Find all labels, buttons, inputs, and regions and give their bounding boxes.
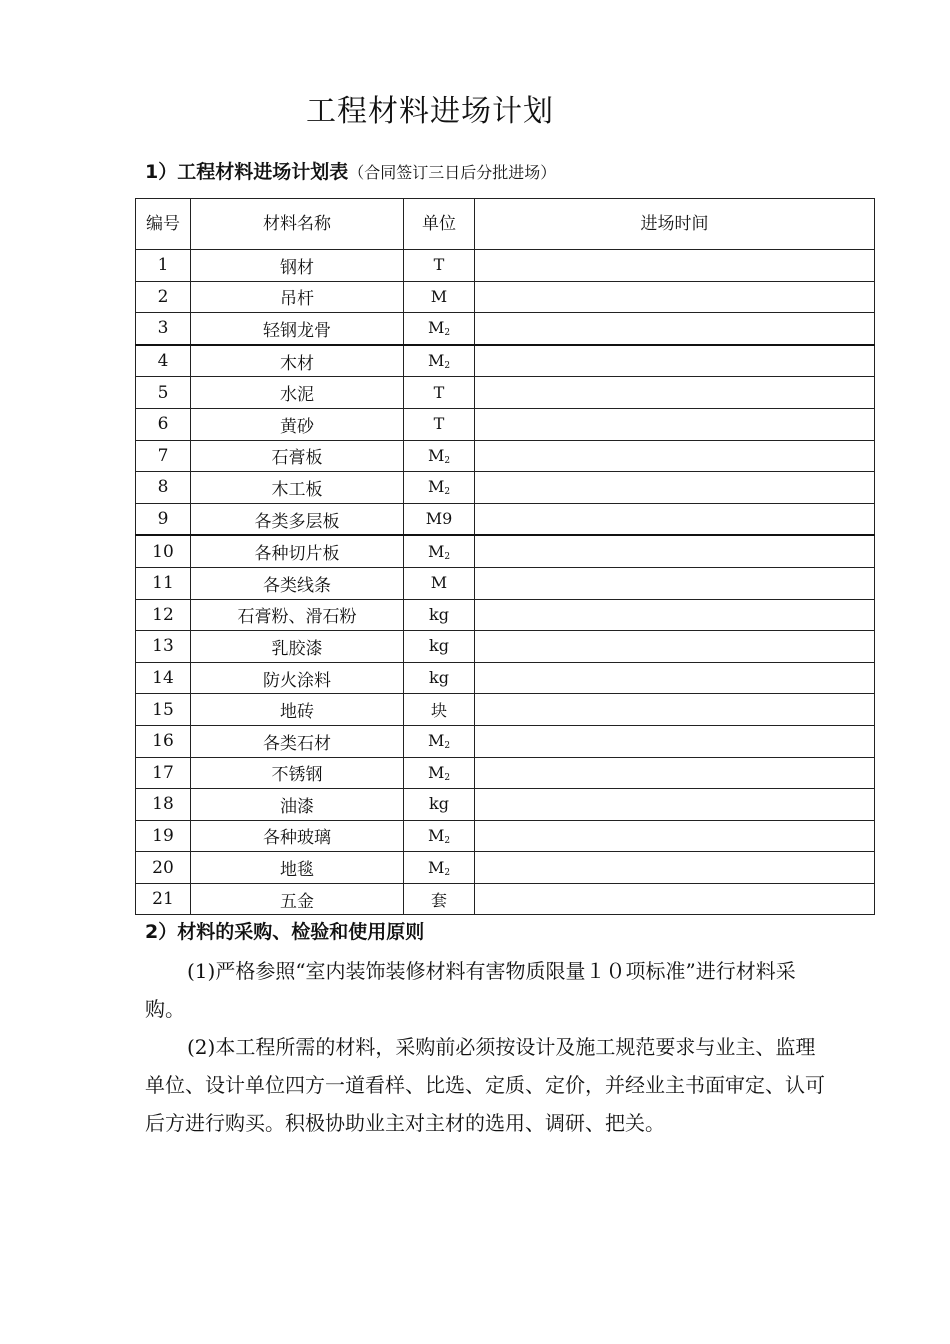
cell-material-name: 各类多层板 [191,503,404,535]
cell-no: 8 [136,472,191,504]
cell-no: 6 [136,408,191,440]
unit-text: kg [429,604,449,624]
cell-material-name: 木材 [191,345,404,377]
unit-text: 块 [430,701,447,721]
section-heading-text: 1）工程材料进场计划表 [145,161,349,183]
unit-text: M [427,541,445,561]
unit-text: kg [429,636,449,656]
cell-arrival-time[interactable] [475,725,875,757]
column-header-no: 编号 [136,199,191,250]
cell-no: 15 [136,694,191,726]
table-row [136,250,875,282]
unit-text: M [427,762,445,782]
cell-no: 20 [136,852,191,884]
cell-arrival-time[interactable] [475,820,875,852]
cell-unit [404,631,475,663]
unit-text: M [430,573,448,593]
unit-superscript: 2 [444,835,451,846]
cell-unit [404,377,475,409]
cell-arrival-time[interactable] [475,852,875,884]
cell-no: 13 [136,631,191,663]
column-header-unit: 单位 [404,199,475,250]
cell-no: 9 [136,503,191,535]
cell-material-name: 地毯 [191,852,404,884]
cell-arrival-time[interactable] [475,440,875,472]
cell-no: 4 [136,345,191,377]
table-row [136,852,875,884]
materials-schedule-table [135,198,875,915]
cell-no: 21 [136,883,191,915]
cell-arrival-time[interactable] [475,408,875,440]
cell-arrival-time[interactable] [475,883,875,915]
column-header-name: 材料名称 [191,199,404,250]
table-row [136,820,875,852]
cell-unit [404,472,475,504]
unit-text: M [427,825,445,845]
cell-unit [404,820,475,852]
paragraph-2: (2)本工程所需的材料，采购前必须按设计及施工规范要求与业主、监理单位、设计单位四方一道看样、比选、定质、定价，并经业主书面审定、认可后方进行购买。积极协助业主对主材的选用、调研、把关。 [145,1035,825,1135]
cell-unit [404,567,475,599]
unit-superscript: 2 [444,867,451,878]
unit-text: kg [429,668,449,688]
cell-material-name: 轻钢龙骨 [191,313,404,345]
unit-superscript: 2 [444,455,451,466]
cell-no: 5 [136,377,191,409]
unit-text: T [433,414,445,434]
cell-unit [404,313,475,345]
unit-text: M [427,857,445,877]
page-title: 工程材料进场计划 [306,94,554,129]
cell-arrival-time[interactable] [475,535,875,567]
unit-text: M9 [425,509,453,529]
cell-material-name: 黄砂 [191,408,404,440]
column-header-time: 进场时间 [475,199,875,250]
cell-arrival-time[interactable] [475,313,875,345]
cell-arrival-time[interactable] [475,472,875,504]
unit-superscript: 2 [444,551,451,562]
cell-material-name: 各类线条 [191,567,404,599]
cell-arrival-time[interactable] [475,345,875,377]
unit-text: T [433,382,445,402]
cell-material-name: 石膏粉、滑石粉 [191,599,404,631]
table-row [136,377,875,409]
unit-text: T [433,255,445,275]
cell-no: 17 [136,757,191,789]
cell-no: 14 [136,662,191,694]
cell-material-name: 木工板 [191,472,404,504]
cell-arrival-time[interactable] [475,757,875,789]
cell-no: 7 [136,440,191,472]
unit-text: M [430,286,448,306]
cell-no: 3 [136,313,191,345]
cell-material-name: 石膏板 [191,440,404,472]
cell-material-name: 乳胶漆 [191,631,404,663]
cell-arrival-time[interactable] [475,567,875,599]
cell-arrival-time[interactable] [475,377,875,409]
unit-superscript: 2 [444,741,451,752]
table-row [136,662,875,694]
cell-arrival-time[interactable] [475,250,875,282]
table-row [136,503,875,535]
table-row [136,789,875,821]
unit-superscript: 2 [444,772,451,783]
cell-unit [404,789,475,821]
cell-material-name: 各种玻璃 [191,820,404,852]
table-row [136,440,875,472]
table-row [136,631,875,663]
cell-unit [404,662,475,694]
table-row [136,757,875,789]
table-row [136,408,875,440]
unit-superscript: 2 [444,361,451,372]
section-heading-note: （合同签订三日后分批进场） [348,163,557,182]
cell-material-name: 地砖 [191,694,404,726]
cell-arrival-time[interactable] [475,503,875,535]
cell-unit [404,503,475,535]
table-row [136,883,875,915]
unit-text: M [427,351,445,371]
cell-material-name: 防火涂料 [191,662,404,694]
cell-unit [404,852,475,884]
cell-material-name: 吊杆 [191,281,404,313]
cell-arrival-time[interactable] [475,599,875,631]
table-row [136,472,875,504]
cell-unit [404,883,475,915]
table-row [136,694,875,726]
table-row [136,281,875,313]
cell-material-name: 水泥 [191,377,404,409]
cell-unit [404,757,475,789]
cell-arrival-time[interactable] [475,631,875,663]
cell-material-name: 不锈钢 [191,757,404,789]
cell-material-name: 各类石材 [191,725,404,757]
table-row [136,599,875,631]
cell-material-name: 油漆 [191,789,404,821]
unit-text: M [427,731,445,751]
cell-arrival-time[interactable] [475,281,875,313]
cell-unit [404,535,475,567]
cell-material-name: 五金 [191,883,404,915]
unit-superscript: 2 [444,328,451,339]
table-row [136,725,875,757]
cell-material-name: 各种切片板 [191,535,404,567]
table-row [136,535,875,567]
cell-unit [404,694,475,726]
unit-text: kg [429,794,449,814]
cell-arrival-time[interactable] [475,694,875,726]
cell-no: 18 [136,789,191,821]
cell-unit [404,408,475,440]
cell-arrival-time[interactable] [475,662,875,694]
unit-text: M [427,318,445,338]
paragraph-1: (1)严格参照“室内装饰装修材料有害物质限量１０项标准”进行材料采购。 [145,959,796,1021]
cell-no: 10 [136,535,191,567]
cell-no: 2 [136,281,191,313]
cell-no: 12 [136,599,191,631]
unit-superscript: 2 [444,487,451,498]
cell-no: 16 [136,725,191,757]
table-row [136,345,875,377]
table-row [136,567,875,599]
unit-text: M [427,445,445,465]
table-body [136,250,875,915]
cell-material-name: 钢材 [191,250,404,282]
cell-unit [404,250,475,282]
cell-unit [404,725,475,757]
section-heading-schedule [145,158,556,187]
cell-unit [404,599,475,631]
unit-text: 套 [430,890,447,910]
cell-no: 19 [136,820,191,852]
section-heading-principles: 2）材料的采购、检验和使用原则 [145,921,425,943]
unit-text: M [427,477,445,497]
cell-no: 1 [136,250,191,282]
table-row [136,313,875,345]
table-header-row [136,199,875,250]
cell-unit [404,345,475,377]
cell-no: 11 [136,567,191,599]
cell-unit [404,281,475,313]
cell-unit [404,440,475,472]
cell-arrival-time[interactable] [475,789,875,821]
